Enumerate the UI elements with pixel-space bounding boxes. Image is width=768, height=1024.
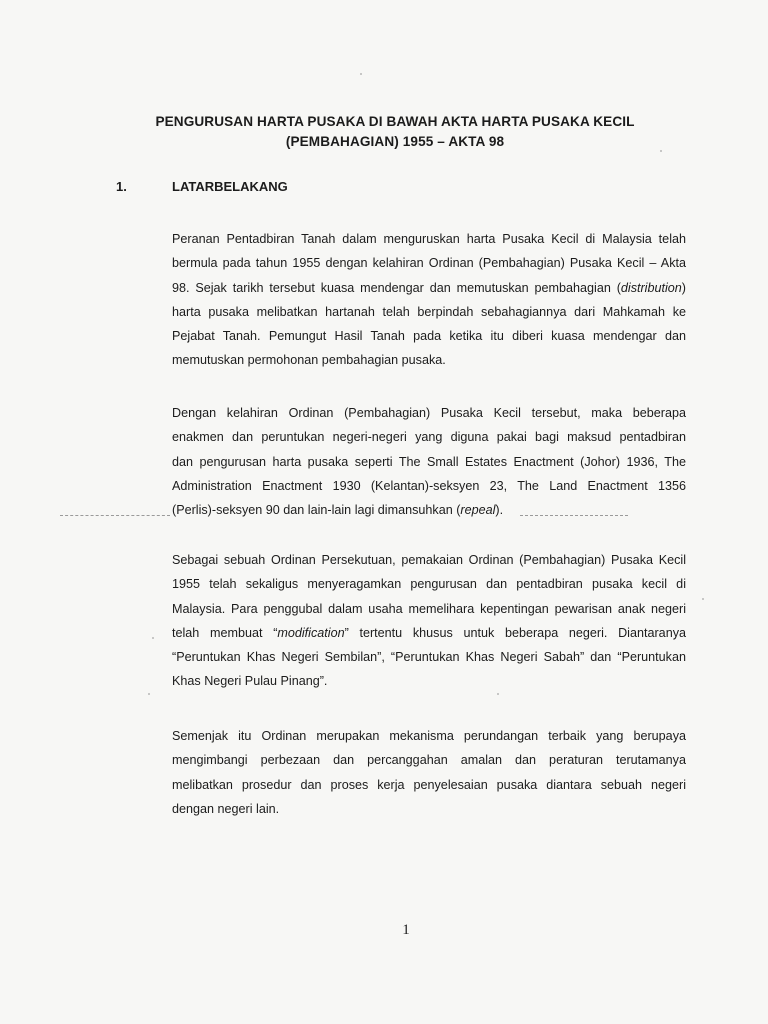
scan-speck: [660, 150, 662, 152]
scan-speck: [702, 598, 704, 600]
paragraph-line: [172, 621, 686, 645]
italic-term: repeal: [460, 503, 496, 518]
line-text: “Peruntukan Khas Negeri Sembilan”, “Peruntukan Khas Negeri Sabah” dan “Peruntukan: [172, 650, 686, 665]
title-line-1: PENGURUSAN HARTA PUSAKA DI BAWAH AKTA HARTA PUSAKA KECIL: [155, 114, 635, 129]
paragraph-line: [172, 597, 686, 621]
line-text: Semenjak itu Ordinan merupakan mekanisma perundangan terbaik yang berupaya: [172, 729, 686, 743]
line-text: Administration Enactment 1930 (Kelantan)-seksyen 23, The Land Enactment 1356: [172, 478, 686, 493]
line-text: dengan negeri lain.: [172, 801, 280, 816]
document-title: [150, 112, 640, 152]
line-text: bermula pada tahun 1955 dengan kelahiran Ordinan (Pembahagian) Pusaka Kecil – Akta: [172, 256, 686, 271]
paragraph-line: [172, 724, 686, 748]
line-text: enakmen dan peruntukan negeri-negeri yang diguna pakai bagi maksud pentadbiran: [172, 430, 686, 445]
paragraph-line: [172, 324, 686, 348]
paragraph-line: [172, 773, 686, 797]
paragraph-line: [172, 498, 686, 522]
line-text: Dengan kelahiran Ordinan (Pembahagian) Pusaka Kecil tersebut, maka beberapa: [172, 406, 686, 420]
line-text: 1955 telah sekaligus menyeragamkan pengurusan dan pentadbiran pusaka kecil di: [172, 577, 686, 592]
line-text: harta pusaka melibatkan hartanah telah berpindah sebahagiannya dari Mahkamah ke: [172, 304, 686, 319]
line-text: (Perlis)-seksyen 90 dan lain-lain lagi dimansuhkan (: [172, 503, 461, 518]
paragraph-line: [172, 645, 686, 669]
line-text: dan pengurusan harta pusaka seperti The Small Estates Enactment (Johor) 1936, The: [172, 454, 686, 469]
line-text: ).: [495, 503, 504, 518]
scan-speck: [148, 693, 150, 695]
line-text: mengimbangi perbezaan dan percanggahan amalan dan peraturan terutamanya: [172, 753, 686, 768]
line-text: telah membuat “: [172, 625, 278, 640]
italic-term: modification: [277, 625, 345, 640]
paragraph-line: [172, 797, 686, 821]
scan-dotted-line: [60, 515, 170, 516]
title-line-2: (PEMBAHAGIAN) 1955 – AKTA 98: [285, 134, 505, 149]
paragraph-line: [172, 276, 686, 300]
line-text: Pejabat Tanah. Pemungut Hasil Tanah pada ketika itu diberi kuasa mendengar dan: [172, 329, 686, 344]
paragraph-line: [172, 669, 686, 693]
page-number: 1: [402, 922, 410, 938]
line-text: ): [681, 280, 686, 295]
paragraph-line: [172, 572, 686, 596]
paragraph-line: [172, 474, 686, 498]
paragraph-1: [172, 227, 686, 373]
line-text: 98. Sejak tarikh tersebut kuasa mendengar dan memutuskan pembahagian (: [172, 280, 621, 295]
line-text: memutuskan permohonan pembahagian pusaka.: [172, 353, 446, 368]
paragraph-line: [172, 348, 686, 372]
paragraph-line: [172, 300, 686, 324]
line-text: Khas Negeri Pulau Pinang”.: [172, 674, 328, 689]
paragraph-3: [172, 548, 686, 694]
line-text: Peranan Pentadbiran Tanah dalam menguruskan harta Pusaka Kecil di Malaysia telah: [172, 232, 686, 246]
paragraph-line: [172, 251, 686, 275]
paragraph-line: [172, 227, 686, 251]
section-number: 1.: [116, 179, 127, 194]
paragraph-line: [172, 450, 686, 474]
paragraph-line: [172, 548, 686, 572]
section-heading-label: LATARBELAKANG: [172, 179, 288, 194]
paragraph-4: [172, 724, 686, 821]
paragraph-line: [172, 425, 686, 449]
paragraph-line: [172, 748, 686, 772]
paragraph-2: [172, 401, 686, 522]
line-text: Sebagai sebuah Ordinan Persekutuan, pemakaian Ordinan (Pembahagian) Pusaka Kecil: [172, 553, 686, 567]
italic-term: distribution: [620, 280, 682, 295]
line-text: melibatkan prosedur dan proses kerja penyelesaian pusaka diantara sebuah negeri: [172, 777, 686, 792]
paragraph-line: [172, 401, 686, 425]
scan-speck: [360, 73, 362, 75]
scan-dotted-line: [520, 515, 628, 516]
line-text: ” tertentu khusus untuk beberapa negeri. Diantaranya: [344, 625, 686, 640]
scan-speck: [497, 693, 499, 695]
line-text: Malaysia. Para penggubal dalam usaha memelihara kepentingan pewarisan anak negeri: [172, 601, 686, 616]
scan-speck: [152, 637, 154, 639]
